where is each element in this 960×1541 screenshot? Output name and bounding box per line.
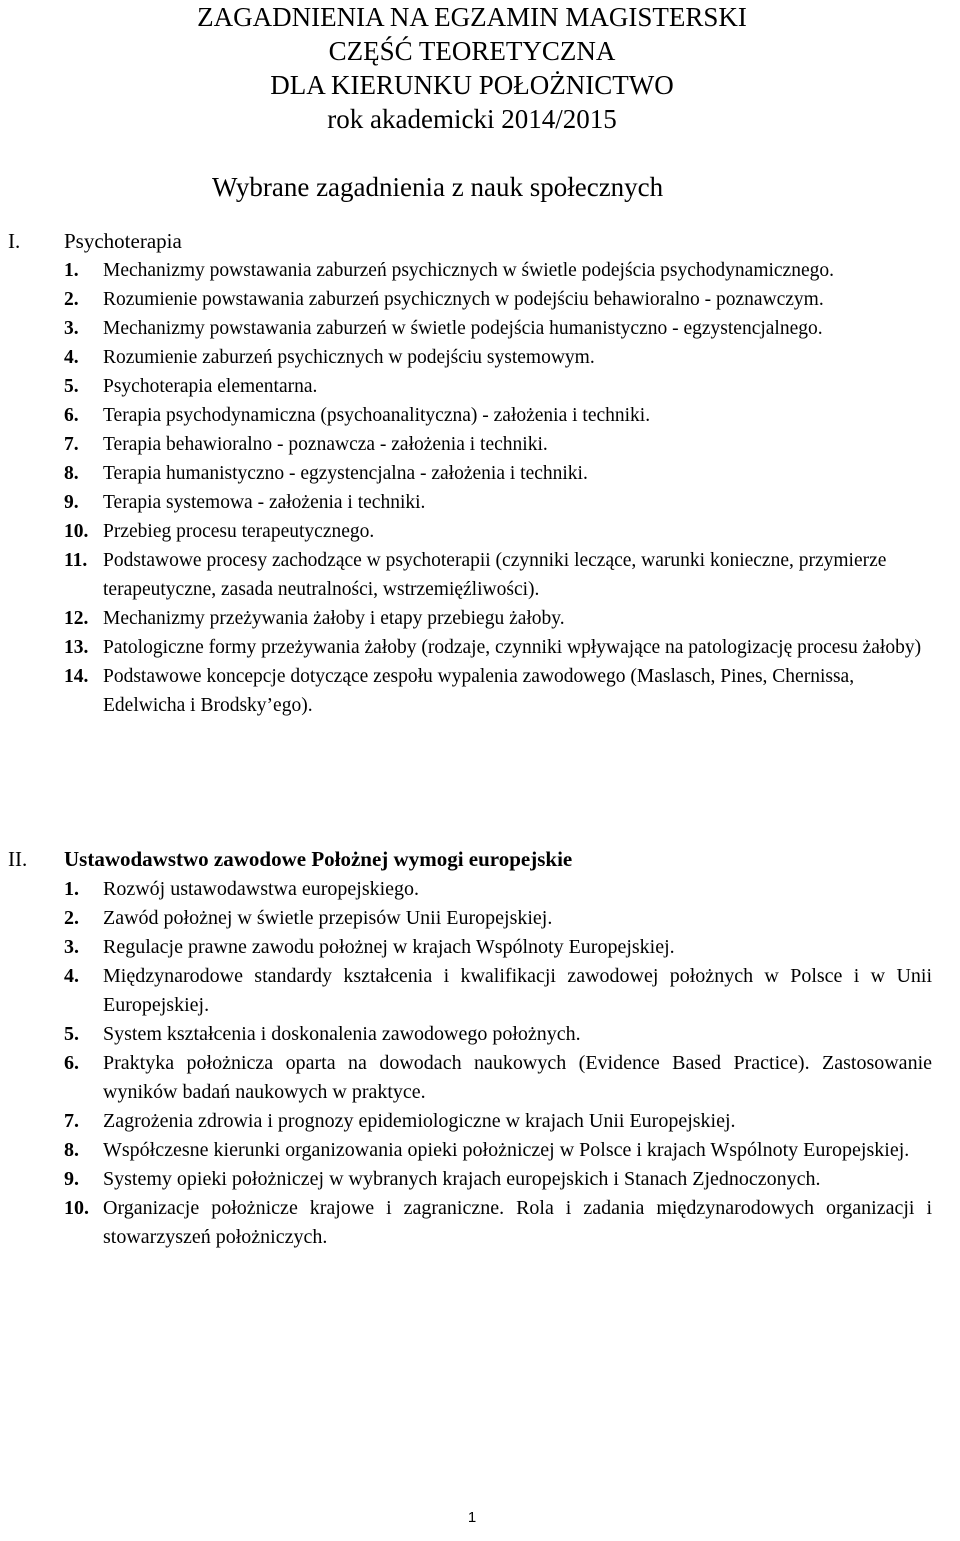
document-subtitle: Wybrane zagadnienia z nauk społecznych <box>212 172 664 202</box>
item-number: 7. <box>64 1110 79 1132</box>
item-text: Zagrożenia zdrowia i prognozy epidemiologiczne w krajach Unii Europejskiej. <box>103 1110 736 1132</box>
section-number: II. <box>8 847 28 871</box>
item-text: Psychoterapia elementarna. <box>103 376 318 397</box>
item-text: Podstawowe koncepcje dotyczące zespołu wypalenia zawodowego (Maslasch, Pines, Chernissa, Edelwicha i Brodsky’ego). <box>103 666 855 716</box>
title-line-2: CZĘŚĆ TEORETYCZNA <box>328 36 616 66</box>
list-item <box>0 1194 960 1252</box>
item-number: 3. <box>64 318 79 339</box>
item-text: Rozwój ustawodawstwa europejskiego. <box>103 878 420 900</box>
item-number: 9. <box>64 492 79 513</box>
section-number: I. <box>8 229 21 253</box>
title-line-4: rok akademicki 2014/2015 <box>327 104 617 134</box>
list-item <box>0 1049 960 1107</box>
item-number: 5. <box>64 1023 79 1045</box>
item-text: Regulacje prawne zawodu położnej w krajach Wspólnoty Europejskiej. <box>103 936 675 958</box>
item-text: Podstawowe procesy zachodzące w psychoterapii (czynniki leczące, warunki konieczne, przymierze terapeutyczne, zasada neutralności, wstrzemięźliwości). <box>103 550 887 600</box>
list-item <box>0 256 960 285</box>
item-number: 2. <box>64 289 79 310</box>
item-text: Terapia behawioralno - poznawcza - założenia i techniki. <box>103 434 548 455</box>
title-line-3: DLA KIERUNKU POŁOŻNICTWO <box>270 70 674 100</box>
section-1-list <box>0 256 960 720</box>
item-text: Mechanizmy powstawania zaburzeń w świetle podejścia humanistyczno - egzystencjalnego. <box>103 318 823 339</box>
list-item <box>0 517 960 546</box>
list-item <box>0 459 960 488</box>
item-text: Systemy opieki położniczej w wybranych krajach europejskich i Stanach Zjednoczonych. <box>103 1168 821 1190</box>
item-number: 9. <box>64 1168 79 1190</box>
item-number: 4. <box>64 965 79 987</box>
item-number: 12. <box>64 608 89 629</box>
section-heading-1 <box>8 227 182 256</box>
list-item <box>0 604 960 633</box>
item-number: 1. <box>64 260 79 281</box>
item-text: Patologiczne formy przeżywania żałoby (rodzaje, czynniki wpływające na patologizację procesu żałoby) <box>103 637 922 658</box>
item-text: Rozumienie zaburzeń psychicznych w podejściu systemowym. <box>103 347 595 368</box>
item-number: 11. <box>64 550 88 571</box>
list-item <box>0 314 960 343</box>
list-item <box>0 933 960 962</box>
item-number: 14. <box>64 666 89 687</box>
list-item <box>0 875 960 904</box>
list-item <box>0 1165 960 1194</box>
item-number: 6. <box>64 1052 79 1074</box>
item-number: 13. <box>64 637 89 658</box>
list-item <box>0 662 960 720</box>
item-number: 10. <box>64 1197 89 1219</box>
item-number: 4. <box>64 347 79 368</box>
item-text: Międzynarodowe standardy kształcenia i kwalifikacji zawodowej położnych w Polsce i w Unii Europejskiej. <box>103 965 932 1016</box>
list-item <box>0 343 960 372</box>
item-number: 3. <box>64 936 79 958</box>
section-heading-2 <box>8 845 572 874</box>
item-text: Terapia systemowa - założenia i techniki. <box>103 492 426 513</box>
section-2-list <box>0 875 960 1252</box>
item-number: 1. <box>64 878 79 900</box>
list-item <box>0 372 960 401</box>
list-item <box>0 488 960 517</box>
list-item <box>0 401 960 430</box>
item-text: System kształcenia i doskonalenia zawodowego położnych. <box>103 1023 581 1045</box>
item-text: Zawód położnej w świetle przepisów Unii Europejskiej. <box>103 907 553 929</box>
list-item <box>0 1136 960 1165</box>
item-text: Rozumienie powstawania zaburzeń psychicznych w podejściu behawioralno - poznawczym. <box>103 289 824 310</box>
item-text: Przebieg procesu terapeutycznego. <box>103 521 375 542</box>
item-number: 2. <box>64 907 79 929</box>
item-number: 8. <box>64 1139 79 1161</box>
item-text: Mechanizmy powstawania zaburzeń psychicznych w świetle podejścia psychodynamicznego. <box>103 260 834 281</box>
list-item <box>0 546 960 604</box>
section-title: Ustawodawstwo zawodowe Położnej wymogi europejskie <box>64 847 573 871</box>
item-number: 7. <box>64 434 79 455</box>
item-text: Terapia psychodynamiczna (psychoanalityczna) - założenia i techniki. <box>103 405 651 426</box>
item-text: Współczesne kierunki organizowania opieki położniczej w Polsce i krajach Wspólnoty Europejskiej. <box>103 1139 910 1161</box>
list-item <box>0 285 960 314</box>
item-text: Terapia humanistyczno - egzystencjalna - założenia i techniki. <box>103 463 588 484</box>
item-text: Mechanizmy przeżywania żałoby i etapy przebiegu żałoby. <box>103 608 565 629</box>
section-title: Psychoterapia <box>64 229 182 253</box>
item-number: 10. <box>64 521 89 542</box>
list-item <box>0 904 960 933</box>
page-number: 1 <box>467 1509 477 1526</box>
item-number: 8. <box>64 463 79 484</box>
list-item <box>0 633 960 662</box>
list-item <box>0 1020 960 1049</box>
item-text: Praktyka położnicza oparta na dowodach naukowych (Evidence Based Practice). Zastosowanie wyników badań naukowych w praktyce. <box>103 1052 932 1103</box>
title-line-1: ZAGADNIENIA NA EGZAMIN MAGISTERSKI <box>197 2 747 32</box>
list-item <box>0 430 960 459</box>
item-text: Organizacje położnicze krajowe i zagraniczne. Rola i zadania międzynarodowych organizacji i stowarzyszeń położniczych. <box>103 1197 932 1248</box>
list-item <box>0 962 960 1020</box>
list-item <box>0 1107 960 1136</box>
item-number: 6. <box>64 405 79 426</box>
item-number: 5. <box>64 376 79 397</box>
